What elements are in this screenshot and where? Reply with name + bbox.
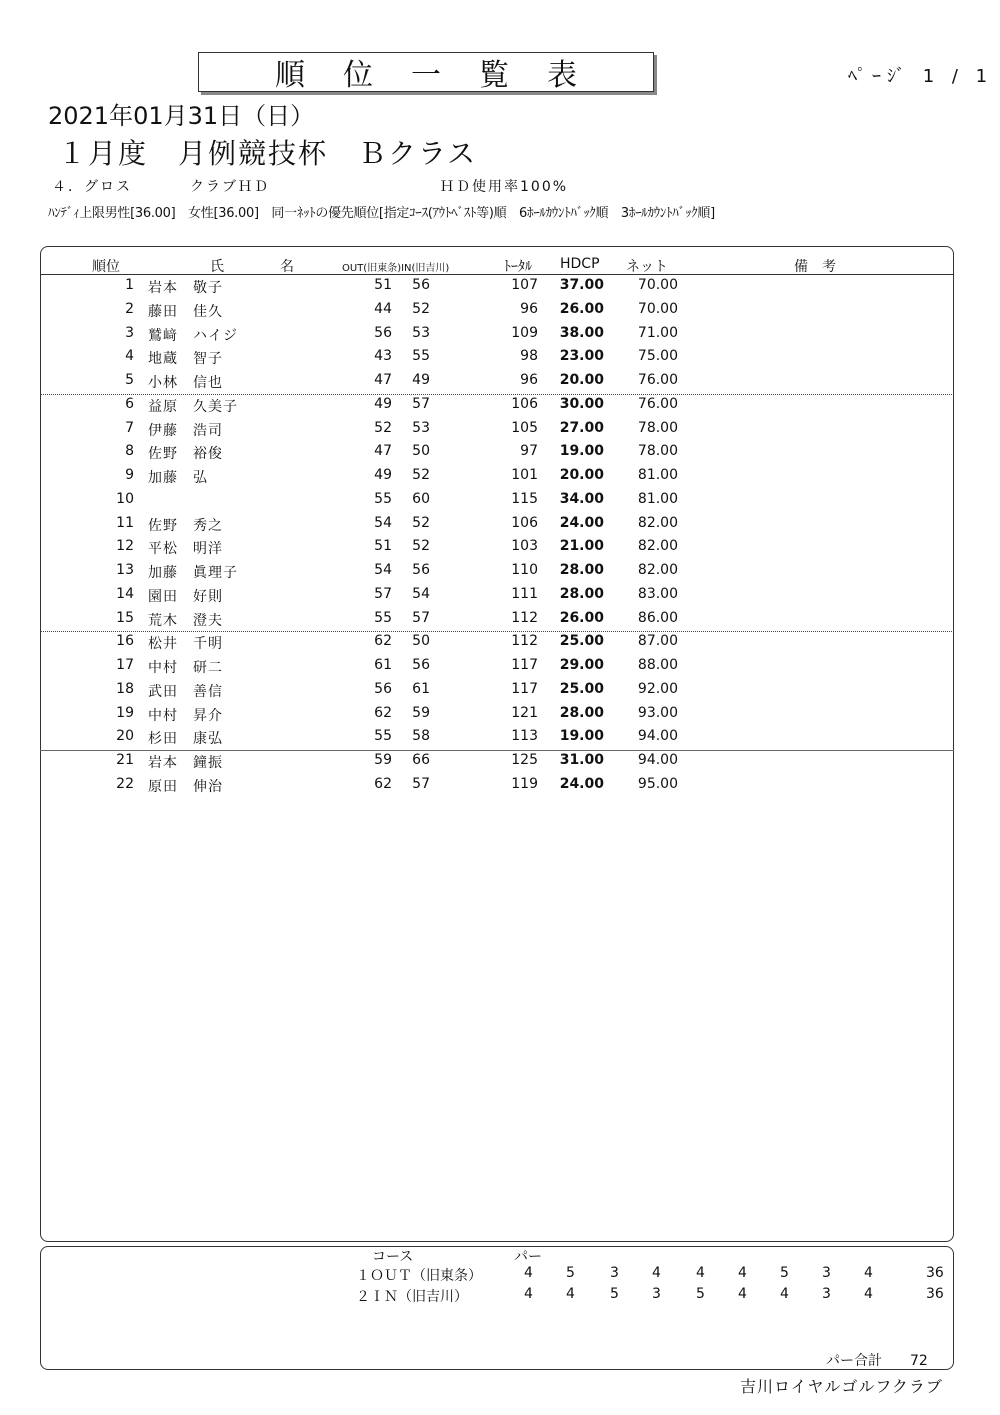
net-cell: 76.00 [637,372,678,388]
out-score-cell: 55 [374,490,392,507]
in-score-cell: 52 [412,538,430,555]
total-cell: 96 [520,300,538,317]
hole-par: 3 [610,1265,619,1281]
rank-cell: 20 [116,728,134,745]
net-cell: 86.00 [637,609,678,626]
total-cell: 119 [511,775,538,792]
rank-cell: 2 [125,300,134,317]
net-cell: 94.00 [637,752,678,768]
hdcp-cell: 26.00 [559,609,604,626]
group-divider [40,631,954,632]
table-row [0,586,1000,610]
page-title-text: 順位一覧表 [275,58,615,93]
hdcp-cell: 38.00 [559,324,604,341]
out-score-cell: 56 [374,680,392,697]
name-cell: 荒木 澄夫 [148,612,223,629]
hole-par: 4 [524,1265,533,1281]
header-total: ﾄｰﾀﾙ [504,259,532,275]
out-score-cell: 56 [374,324,392,341]
table-row [0,515,1000,539]
score-type: ４．グロス [52,179,132,195]
total-cell: 107 [511,277,538,293]
header-hdcp: HDCP [560,256,600,272]
rank-cell: 11 [116,514,134,531]
hdcp-cell: 23.00 [559,348,604,365]
rank-cell: 10 [116,490,134,507]
hole-par: 3 [822,1265,831,1281]
table-row [0,277,1000,301]
table-row [0,681,1000,705]
net-cell: 82.00 [637,538,678,555]
name-cell: 原田 伸治 [148,778,223,795]
club-name: 吉川ロイヤルゴルフクラブ [740,1377,943,1396]
hdcp-cell: 21.00 [559,538,604,555]
out-score-cell: 61 [374,657,392,673]
in-score-cell: 57 [412,775,430,792]
total-cell: 97 [520,443,538,460]
in-score-cell: 58 [412,728,430,745]
hole-par: 4 [864,1286,873,1302]
name-cell: 岩本 敬子 [148,280,223,296]
in-score-cell: 52 [412,514,430,531]
total-cell: 111 [511,585,538,602]
net-cell: 81.00 [637,490,678,507]
table-row [0,562,1000,586]
net-cell: 95.00 [637,775,678,792]
out-score-cell: 44 [374,300,392,317]
name-cell: 武田 善信 [148,683,223,700]
hdcp-cell: 28.00 [559,562,604,578]
net-cell: 83.00 [637,585,678,602]
table-row [0,633,1000,657]
hdcp-cell: 25.00 [559,680,604,697]
rank-cell: 5 [125,372,134,388]
total-cell: 105 [511,419,538,436]
name-cell: 松井 千明 [148,636,223,653]
net-cell: 93.00 [637,704,678,721]
in-score-cell: 57 [412,395,430,412]
hole-par: 4 [696,1265,705,1281]
hole-par: 4 [652,1265,661,1281]
name-cell: 加藤 眞理子 [148,565,238,581]
total-cell: 112 [511,633,538,650]
table-row [0,657,1000,681]
course-row [0,1286,1000,1306]
in-score-cell: 56 [412,562,430,578]
total-cell: 121 [511,704,538,721]
out-score-cell: 51 [374,277,392,293]
handicap-type: クラブＨＤ [190,179,270,195]
net-cell: 70.00 [637,277,678,293]
net-cell: 88.00 [637,657,678,673]
group-divider [40,750,954,751]
header-net: ネット [626,259,668,275]
total-cell: 117 [511,680,538,697]
name-cell: 平松 明洋 [148,541,223,558]
net-cell: 71.00 [637,324,678,341]
rank-cell: 19 [116,704,134,721]
net-cell: 78.00 [637,443,678,460]
out-score-cell: 54 [374,514,392,531]
table-row [0,325,1000,349]
in-score-cell: 57 [412,609,430,626]
name-cell: 益原 久美子 [148,398,238,415]
rank-cell: 9 [125,467,134,483]
table-row [0,443,1000,467]
hole-par: 4 [524,1286,533,1302]
out-score-cell: 62 [374,633,392,650]
table-row [0,538,1000,562]
name-cell: 岩本 鐘振 [148,755,223,771]
course-label: ２ＩＮ（旧吉川） [356,1289,468,1305]
hole-par: 5 [610,1286,619,1302]
par-header: パー [514,1249,542,1265]
total-cell: 101 [511,467,538,483]
name-cell: 中村 研二 [148,660,223,676]
in-score-cell: 56 [412,657,430,673]
table-row [0,705,1000,729]
name-cell: 加藤 弘 [148,470,208,486]
name-cell: 佐野 秀之 [148,517,223,534]
out-score-cell: 52 [374,419,392,436]
rank-cell: 1 [125,277,134,293]
in-score-cell: 53 [412,419,430,436]
name-cell: 藤田 佳久 [148,303,223,320]
table-row [0,491,1000,515]
total-cell: 125 [511,752,538,768]
name-cell: 鷲﨑 ハイジ [148,327,238,344]
hole-par: 4 [738,1265,747,1281]
in-score-cell: 49 [412,372,430,388]
name-cell: 中村 昇介 [148,707,223,724]
out-score-cell: 47 [374,443,392,460]
header-rank: 順位 [92,259,120,275]
handicap-rate: ＨＤ使用率100% [440,179,569,195]
table-row [0,301,1000,325]
rank-cell: 15 [116,609,134,626]
in-score-cell: 56 [412,277,430,293]
rank-cell: 8 [125,443,134,460]
out-score-cell: 55 [374,728,392,745]
hdcp-cell: 25.00 [559,633,604,650]
in-score-cell: 60 [412,490,430,507]
hole-par: 5 [780,1265,789,1281]
in-score-cell: 54 [412,585,430,602]
hdcp-cell: 30.00 [559,395,604,412]
rank-cell: 21 [116,752,134,768]
net-cell: 87.00 [637,633,678,650]
tiebreak-rules: ﾊﾝﾃﾞｨ上限男性[36.00] 女性[36.00] 同一ﾈｯﾄの優先順位[指定ｺｰｽ(ｱｳﾄﾍﾞｽﾄ等)順 6ﾎｰﾙｶｳﾝﾄﾊﾞｯｸ順 3ﾎｰﾙｶｳﾝﾄﾊﾞｯｸ順] [48,206,715,221]
hdcp-cell: 27.00 [559,419,604,436]
table-row [0,420,1000,444]
out-score-cell: 62 [374,775,392,792]
hole-par: 5 [696,1286,705,1302]
event-date: 2021年01月31日（日） [48,102,315,130]
course-par-total: 36 [926,1286,944,1302]
header-out-in: OUT(旧東条)IN(旧吉川) [342,263,450,274]
out-score-cell: 57 [374,585,392,602]
in-score-cell: 53 [412,324,430,341]
hdcp-cell: 20.00 [559,467,604,483]
out-score-cell: 62 [374,704,392,721]
net-cell: 81.00 [637,467,678,483]
out-score-cell: 49 [374,467,392,483]
name-cell: 園田 好則 [148,588,223,605]
name-cell: 伊藤 浩司 [148,422,223,439]
header-name: 氏 名 [210,259,294,275]
net-cell: 82.00 [637,562,678,578]
table-row [0,752,1000,776]
out-score-cell: 55 [374,609,392,626]
table-row [0,610,1000,634]
total-cell: 112 [511,609,538,626]
in-score-cell: 50 [412,443,430,460]
hdcp-cell: 28.00 [559,704,604,721]
net-cell: 94.00 [637,728,678,745]
in-score-cell: 61 [412,680,430,697]
net-cell: 76.00 [637,395,678,412]
rank-cell: 14 [116,585,134,602]
total-cell: 109 [511,324,538,341]
rank-cell: 3 [125,324,134,341]
group-divider [40,394,954,395]
hole-par: 3 [822,1286,831,1302]
net-cell: 75.00 [637,348,678,365]
header-remarks: 備 考 [794,259,836,275]
hole-par: 4 [738,1286,747,1302]
hole-par: 5 [566,1265,575,1281]
rank-cell: 16 [116,633,134,650]
in-score-cell: 50 [412,633,430,650]
rank-cell: 6 [125,395,134,412]
rank-cell: 7 [125,419,134,436]
total-cell: 106 [511,395,538,412]
out-score-cell: 51 [374,538,392,555]
net-cell: 92.00 [637,680,678,697]
out-score-cell: 47 [374,372,392,388]
table-row [0,776,1000,800]
hdcp-cell: 37.00 [559,277,604,293]
total-cell: 106 [511,514,538,531]
header-divider [40,274,954,275]
net-cell: 70.00 [637,300,678,317]
course-header: コース [372,1249,414,1265]
rank-cell: 17 [116,657,134,673]
hdcp-cell: 28.00 [559,585,604,602]
name-cell: 地蔵 智子 [148,351,223,368]
total-cell: 115 [511,490,538,507]
course-label: １ＯＵＴ（旧東条） [356,1268,482,1284]
name-cell: 杉田 康弘 [148,731,223,748]
rank-cell: 12 [116,538,134,555]
hdcp-cell: 29.00 [559,657,604,673]
table-row [0,728,1000,752]
out-score-cell: 59 [374,752,392,768]
hdcp-cell: 20.00 [559,372,604,388]
total-cell: 113 [511,728,538,745]
course-par-total: 36 [926,1265,944,1281]
out-score-cell: 49 [374,395,392,412]
name-cell: 小林 信也 [148,375,223,391]
in-score-cell: 52 [412,300,430,317]
total-cell: 96 [520,372,538,388]
table-row [0,467,1000,491]
net-cell: 78.00 [637,419,678,436]
course-row [0,1265,1000,1285]
table-row [0,348,1000,372]
hdcp-cell: 31.00 [559,752,604,768]
rank-cell: 18 [116,680,134,697]
hdcp-cell: 34.00 [559,490,604,507]
in-score-cell: 55 [412,348,430,365]
table-row [0,396,1000,420]
rank-cell: 13 [116,562,134,578]
total-cell: 103 [511,538,538,555]
rank-cell: 22 [116,775,134,792]
total-cell: 98 [520,348,538,365]
par-total: パー合計 72 [826,1353,928,1369]
hole-par: 4 [566,1286,575,1302]
table-row [0,372,1000,396]
out-score-cell: 54 [374,562,392,578]
in-score-cell: 59 [412,704,430,721]
hole-par: 4 [780,1286,789,1302]
total-cell: 117 [511,657,538,673]
hdcp-cell: 24.00 [559,514,604,531]
name-cell: 佐野 裕俊 [148,446,223,463]
net-cell: 82.00 [637,514,678,531]
hdcp-cell: 19.00 [559,728,604,745]
hole-par: 4 [864,1265,873,1281]
event-name: １月度 月例競技杯 Ｂクラス [58,137,478,170]
page-number: ﾍﾟｰｼﾞ 1 / 1 [848,66,994,87]
out-score-cell: 43 [374,348,392,365]
hole-par: 3 [652,1286,661,1302]
hdcp-cell: 24.00 [559,775,604,792]
hdcp-cell: 26.00 [559,300,604,317]
in-score-cell: 66 [412,752,430,768]
rank-cell: 4 [125,348,134,365]
hdcp-cell: 19.00 [559,443,604,460]
in-score-cell: 52 [412,467,430,483]
page-title [198,52,654,92]
total-cell: 110 [511,562,538,578]
